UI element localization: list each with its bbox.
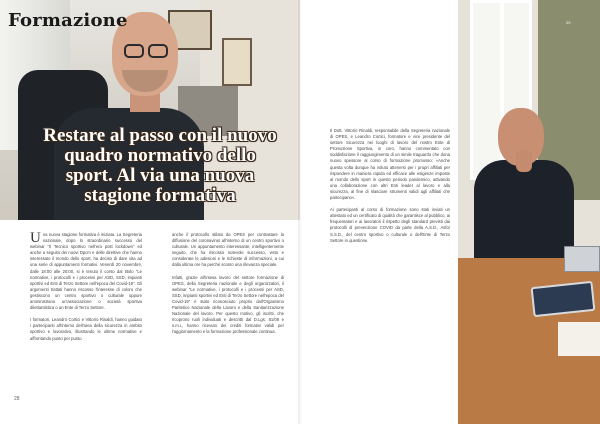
text-column-1 [30,232,142,348]
article-headline: Restare al passo con il nuovo quadro normativo dello sport. Al via una nuova stagione formativa [43,125,277,206]
laptop-icon [564,246,600,272]
side-photo [458,0,600,424]
paragraph: Infatti, grazie all'intesa lavoro del settore formazione di OPES, della Segreteria nazionale e degli organizzatori, il webinar "Le normative, i protocolli e i processi per ASD, SSD, impianti sportivi ed Enti di Terzo Settore nell'epoca del Covid-19" è stato riconosciuto proprio dall'Organismo Paritetico Nazionale della Lavoro e della Sanitarizzazione Nazionale del lavoro. Per questo motivo, gli iscritti, che ricoprono ruoli individuati e descritti dal D.Lgs. 81/08 e s.m.i., hanno ricevuto dei crediti formativi validi per l'aggiornamento e la formazione professionale continua. [172,274,284,335]
paragraph: Il Dott. Vittorio Rinaldi, responsabile della Segreteria nazionale di OPES, e Leandro Cortici, formatore e vice presidente del settore Sicurezza nei luoghi di lavoro del nostro Ente di Promozione Sportiva, in coro, hanno commentato con soddisfazione il raggiungimento di un simile traguardo che dona nuovo spessore al corso di formazione promosso: «Anche questa volta dunque ha voluto attenersi per i propri affiliati per rispondere in maniera rapida ed efficace alle esigenze imposte al mondo dello sport in questo periodo pandemico, attivando una collaborazione con altri Enti leader al lavoro e alla sicurezza, al fine di rilasciare strumenti validi agli affiliati che partecipano». [330,128,450,201]
page-gutter [298,0,302,424]
section-title: Formazione [8,10,128,31]
paragraph: I formatori, Leandro Cortici e Vittorio Rinaldi, hanno guidato i partecipanti all'interno dell'area della sicurezza in ambito sportivo e lavorativo, illustrando le ultime normative e affrontando punto per punto [30,317,142,341]
paragraph: anche il protocollo stilato da OPES per contrastare la diffusione del coronavirus all'interno di un centro sportivo o culturale. Un appuntamento interessante, intelligentemente seguito, che ha riscosso notevole successo, visto e considerate le adesioni e le richieste di informazioni, a cui dalla ultima ore ha perché sconto una rilevanza speciale. [172,232,284,268]
paragraph-text: na nuova stagione formativa è iniziata. La Segreteria nazionale, dopo lo straordinario successo del webinar "Il Tecnico sportivo nell'era post lockdown" ed anche a seguito dei nuovi Dpcm e delle direttive che hanno interessato il mondo dello sport, ha deciso di dare vita ad una serie di appuntamenti formativi. Venerdì 20 novembre, dalle 18:00 alle 20:00, si è tenuto il corso dal titolo "Le normative, i protocolli e i processi per ASD, SSD, impianti sportivi ed Enti di Terzo Settore nell'epoca del Covid-19". Gli argomenti trattati hanno riscosso l'interesse di coloro che gestiscono un centro sportivo o culturale oppure amministrano un'associazione o società sportiva dilettantistica o un Ente di Terzo Settore. [30,232,142,311]
glasses-icon [124,44,144,58]
paragraph [30,232,142,311]
page-number-left: 28 [14,396,20,402]
text-column-2 [172,232,284,342]
paragraph: Ai partecipanti al corso di formazione sono stati inviati un attestato ed un certificato di qualità che garantisce al pubblico, ai frequentatori e ai lavoratori il rispetto degli standard previsti dai protocolli di prevenzione COVID da parte della A.S.D., Asfo/ S.S.D., del centro sportivo o culturale o dell'Ente di Terzo Settore in questione. [330,207,450,243]
text-column-3 [330,128,450,250]
right-page [300,0,600,424]
photo-picture-frame [222,38,252,86]
glasses-icon [148,44,168,58]
drop-cap: U [30,230,41,246]
photo-papers [558,322,600,356]
page-number-right: 29 [566,20,571,25]
phone-icon [516,150,532,172]
